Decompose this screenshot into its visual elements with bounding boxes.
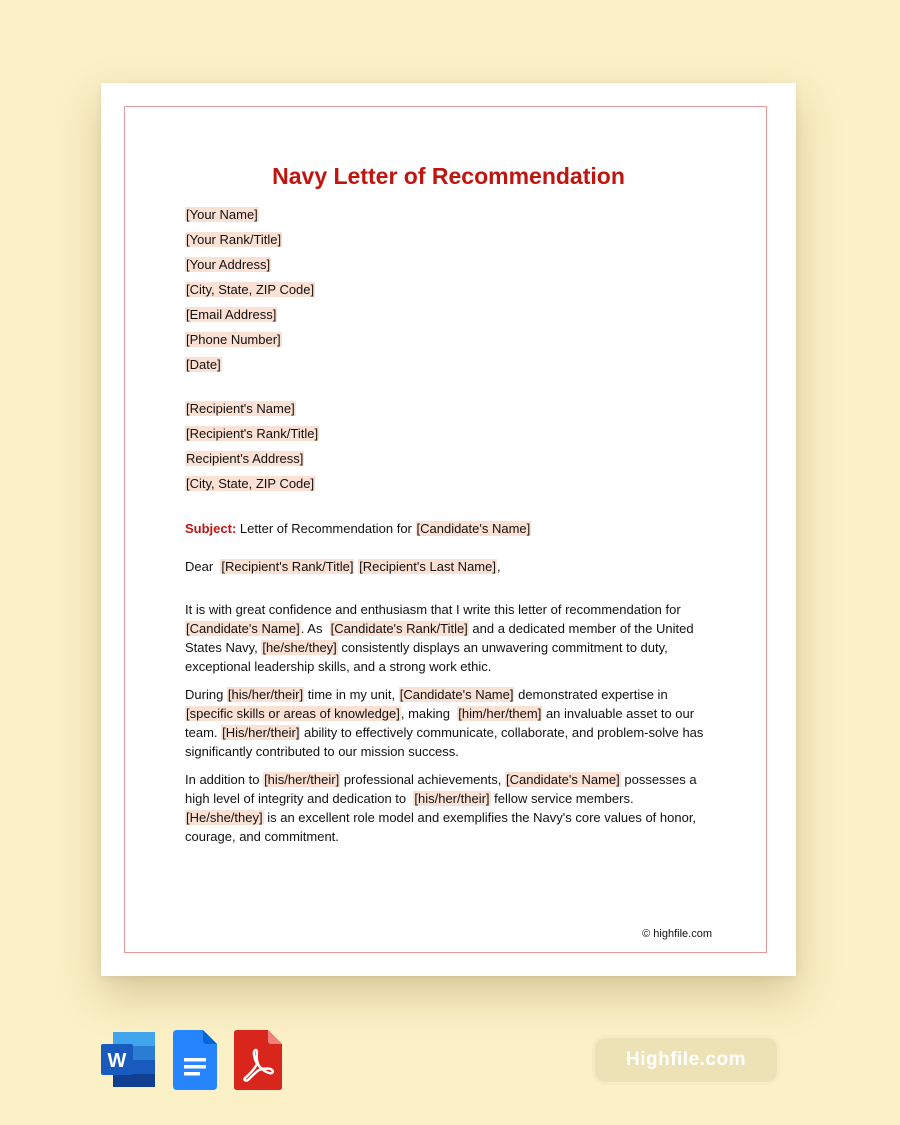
p2-pronoun: [his/her/their] — [227, 687, 304, 702]
p1-candidate-rank: [Candidate's Rank/Title] — [330, 621, 468, 636]
p1-pronoun: [he/she/they] — [262, 640, 337, 655]
subject-text: Letter of Recommendation for — [236, 521, 416, 536]
p3-candidate-name: [Candidate's Name] — [505, 772, 620, 787]
google-docs-icon[interactable] — [173, 1030, 217, 1090]
p2-text: demonstrated expertise in — [514, 687, 668, 702]
p3-text: is an excellent role model and exemplifies the Navy's core values of honor, courage, and commitment. — [185, 810, 697, 844]
p3-text: professional achievements, — [340, 772, 505, 787]
p1-candidate-name: [Candidate's Name] — [186, 621, 300, 636]
document-title: Navy Letter of Recommendation — [272, 163, 625, 189]
p3-pronoun: [his/her/their] — [264, 772, 340, 787]
p2-pronoun-object: [him/her/them] — [458, 706, 542, 721]
sender-email: [Email Address] — [186, 307, 277, 322]
word-icon[interactable] — [101, 1030, 156, 1088]
p3-text: In addition to — [185, 772, 264, 787]
p2-candidate-name: [Candidate's Name] — [399, 687, 514, 702]
sender-block — [185, 205, 705, 380]
word-icon-letter: W — [107, 1050, 127, 1072]
recipient-block — [185, 399, 705, 499]
recipient-city: [City, State, ZIP Code] — [186, 476, 315, 491]
p2-text: During — [185, 687, 227, 702]
p3-text: possesses a high level of integrity and dedication to — [185, 772, 701, 806]
sender-phone: [Phone Number] — [186, 332, 281, 347]
greeting-comma: , — [496, 559, 501, 574]
sender-city: [City, State, ZIP Code] — [186, 282, 315, 297]
recipient-address: Recipient's Address] — [186, 451, 304, 466]
copyright-text: © highfile.com — [642, 928, 712, 940]
paragraph-2 — [185, 685, 705, 761]
brand-badge[interactable]: Highfile.com — [595, 1038, 777, 1082]
format-icons — [101, 1030, 282, 1090]
subject-candidate-name: [Candidate's Name] — [416, 521, 531, 536]
sender-address: [Your Address] — [186, 257, 271, 272]
subject-label: Subject: — [185, 521, 237, 536]
sender-name: [Your Name] — [186, 207, 258, 222]
letter-content — [185, 205, 705, 855]
document-page — [101, 83, 796, 976]
pdf-icon[interactable] — [234, 1030, 282, 1090]
subject-line — [185, 519, 705, 538]
recipient-name: [Recipient's Name] — [186, 401, 295, 416]
greeting-rank: [Recipient's Rank/Title] — [221, 559, 354, 574]
p3-text: fellow service members. — [490, 791, 634, 806]
p2-skills: [specific skills or areas of knowledge] — [186, 706, 400, 721]
greeting-last-name: [Recipient's Last Name] — [359, 559, 496, 574]
p2-text: , making — [400, 706, 458, 721]
recipient-rank: [Recipient's Rank/Title] — [186, 426, 319, 441]
sender-rank: [Your Rank/Title] — [186, 232, 282, 247]
p3-pronoun-subject: [He/she/they] — [186, 810, 263, 825]
p2-text: time in my unit, — [304, 687, 399, 702]
p3-pronoun-2: [his/her/their] — [414, 791, 490, 806]
paragraph-1 — [185, 600, 705, 676]
p2-pronoun-possessive: [His/her/their] — [222, 725, 300, 740]
p1-text: . As — [300, 621, 330, 636]
p2-text: ability to effectively communicate, collaborate, and problem-solve has significantly contributed to our mission success. — [185, 725, 704, 759]
sender-date: [Date] — [186, 357, 221, 372]
p1-text: and a dedicated member of the United States Navy, — [185, 621, 694, 655]
greeting-dear: Dear — [185, 559, 221, 574]
p1-text: consistently displays an unwavering commitment to duty, exceptional leadership skills, and a strong work ethic. — [185, 640, 668, 674]
greeting-line — [185, 557, 705, 576]
p1-text: It is with great confidence and enthusiasm that I write this letter of recommendation for — [185, 602, 681, 617]
paragraph-3 — [185, 770, 705, 846]
p2-text: an invaluable asset to our team. — [185, 706, 695, 740]
